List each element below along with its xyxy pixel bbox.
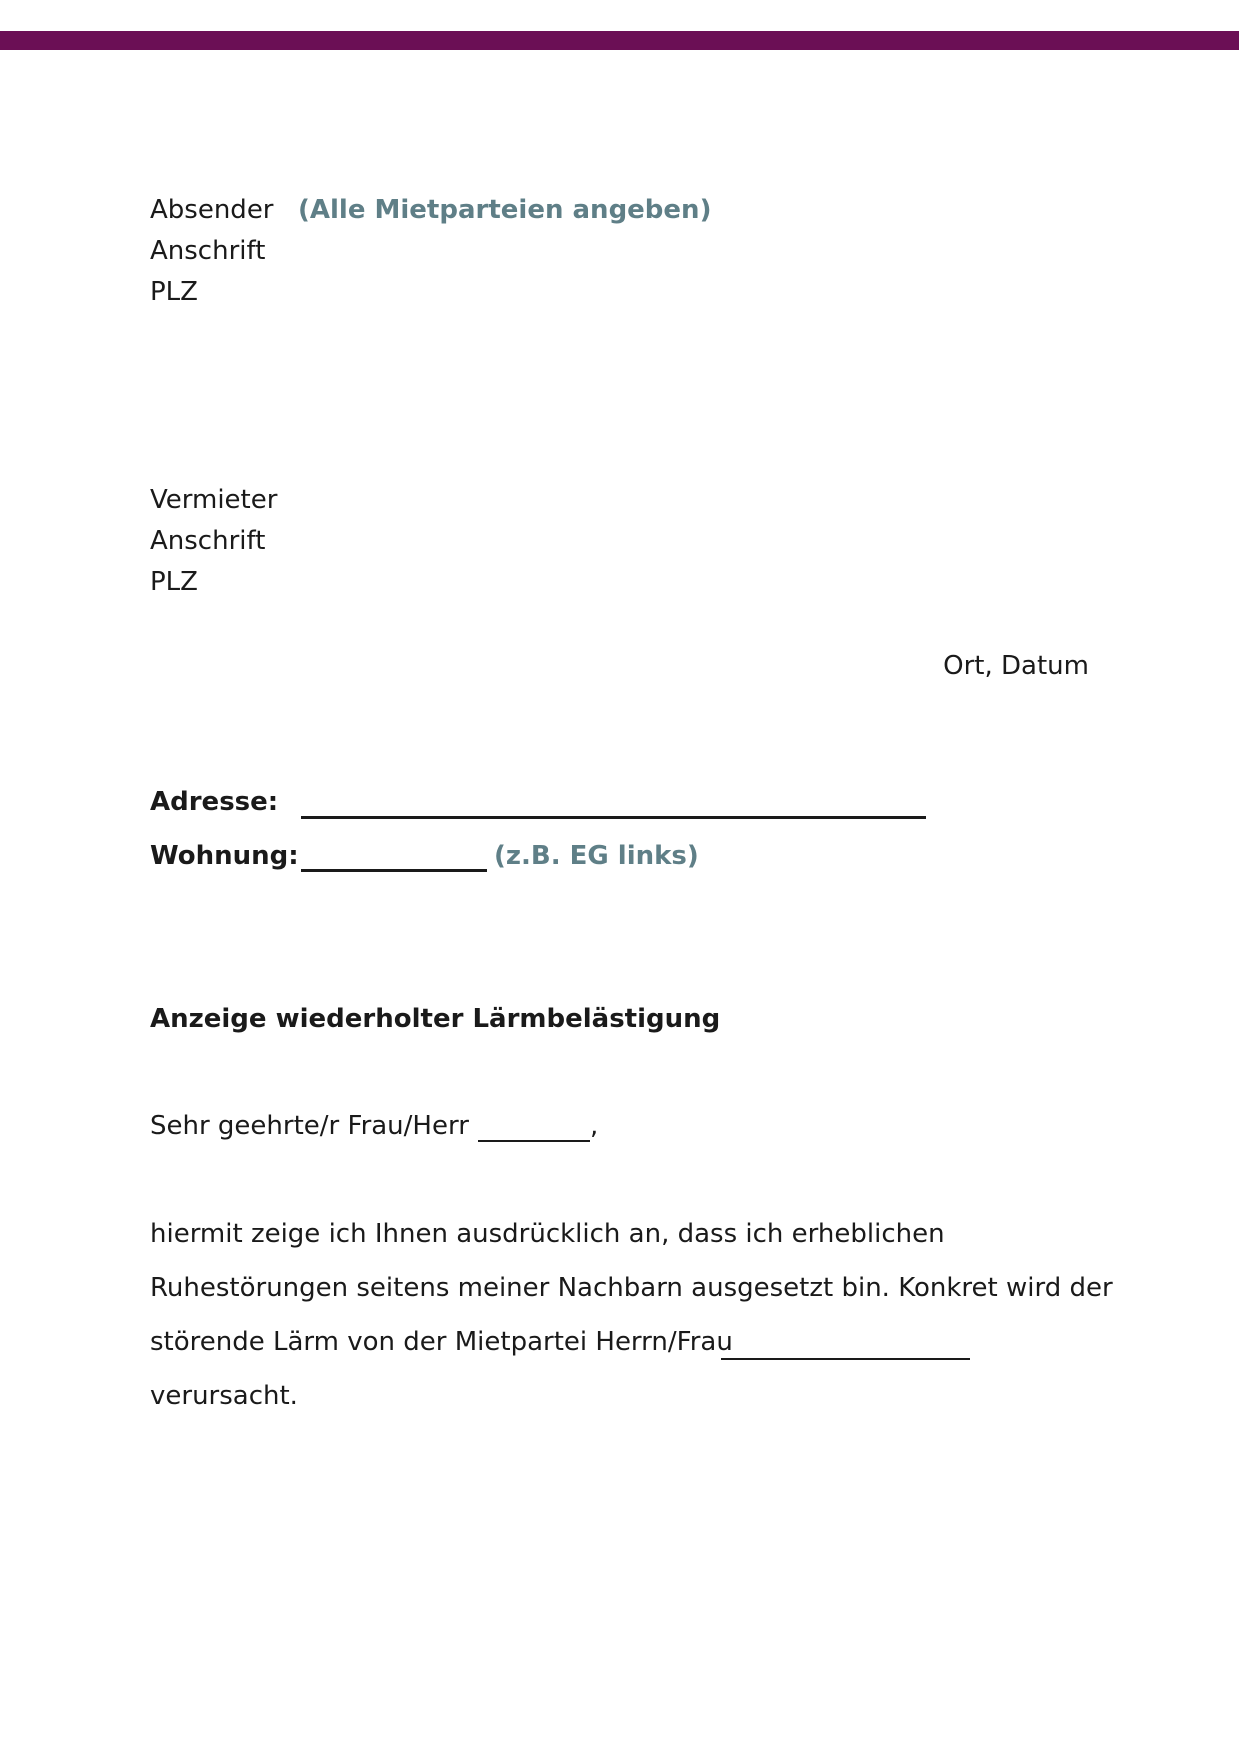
- body-line-2: Ruhestörungen seitens meiner Nachbarn ausgesetzt bin. Konkret wird der: [150, 1273, 1113, 1303]
- body-line-4: verursacht.: [150, 1381, 298, 1411]
- landlord-name-label: Vermieter: [150, 485, 278, 515]
- body-line-3: störende Lärm von der Mietpartei Herrn/Frau: [150, 1327, 733, 1357]
- salutation-comma: ,: [590, 1111, 599, 1141]
- sender-zip-label: PLZ: [150, 277, 198, 307]
- salutation-name-blank: [478, 1140, 590, 1142]
- property-apartment-label: Wohnung:: [150, 841, 299, 871]
- property-address-blank: [301, 816, 926, 819]
- property-apartment-blank: [301, 869, 487, 872]
- landlord-address-label: Anschrift: [150, 526, 266, 556]
- body-line-1: hiermit zeige ich Ihnen ausdrücklich an, dass ich erheblichen: [150, 1219, 945, 1249]
- place-date: Ort, Datum: [943, 651, 1089, 681]
- sender-name-hint: (Alle Mietparteien angeben): [298, 195, 712, 225]
- header-accent-bar: [0, 31, 1239, 50]
- salutation-text: Sehr geehrte/r Frau/Herr: [150, 1111, 469, 1141]
- property-address-label: Adresse:: [150, 787, 279, 817]
- neighbor-name-blank: [721, 1358, 970, 1360]
- sender-name-label: Absender: [150, 195, 274, 225]
- sender-address-label: Anschrift: [150, 236, 266, 266]
- landlord-zip-label: PLZ: [150, 567, 198, 597]
- property-apartment-hint: (z.B. EG links): [494, 841, 699, 871]
- subject-line: Anzeige wiederholter Lärmbelästigung: [150, 1004, 721, 1034]
